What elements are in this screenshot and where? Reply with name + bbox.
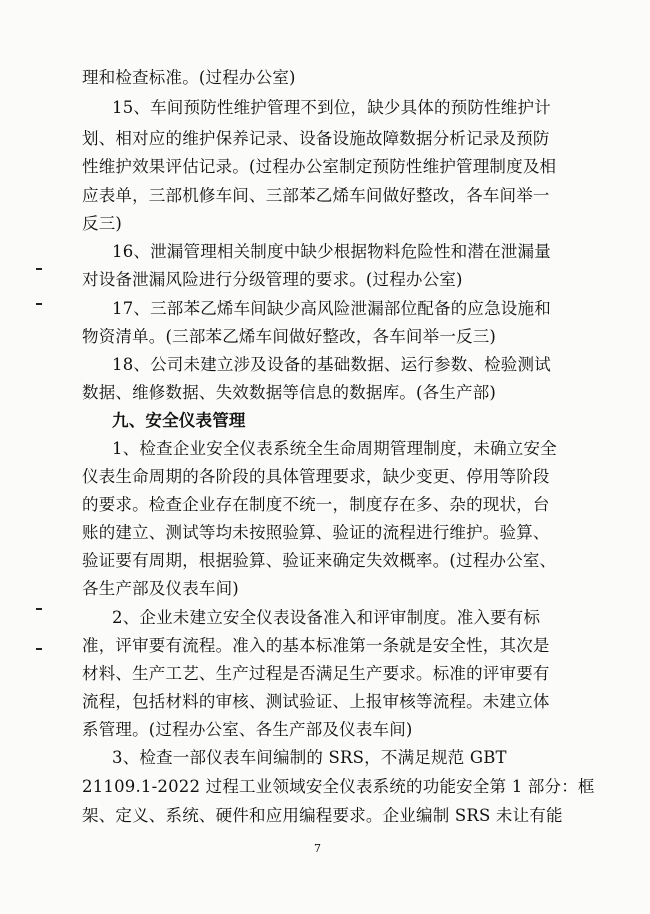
text-line: 数据、维修数据、失效数据等信息的数据库。(各生产部): [82, 383, 497, 402]
scan-mark: [36, 608, 42, 610]
paragraph-3-start: 3、检查一部仪表车间编制的 SRS，不满足规范 GBT: [112, 748, 507, 767]
text-line: 架、定义、系统、硬件和应用编程要求。企业编制 SRS 未让有能: [82, 806, 563, 825]
paragraph-18-start: 18、公司未建立涉及设备的基础数据、运行参数、检验测试: [112, 355, 551, 374]
text-line: 反三): [82, 214, 123, 233]
paragraph-15-start: 15、车间预防性维护管理不到位，缺少具体的预防性维护计: [112, 98, 551, 117]
text-line: 账的建立、测试等均未按照验算、验证的流程进行维护。验算、: [82, 523, 550, 542]
page-number: 7: [314, 842, 321, 855]
text-line: 对设备泄漏风险进行分级管理的要求。(过程办公室): [82, 270, 463, 289]
paragraph-17-start: 17、三部苯乙烯车间缺少高风险泄漏部位配备的应急设施和: [112, 299, 551, 318]
text-line: 各生产部及仪表车间): [82, 579, 239, 598]
text-line: 的要求。检查企业存在制度不统一，制度存在多、杂的现状，台: [82, 495, 550, 514]
paragraph-2-start: 2、企业未建立安全仪表设备准入和评审制度。准入要有标: [112, 608, 541, 627]
text-line: 材料、生产工艺、生产过程是否满足生产要求。标准的评审要有: [82, 664, 550, 683]
text-line: 流程，包括材料的审核、测试验证、上报审核等流程。未建立体: [82, 692, 550, 711]
text-line: 划、相对应的维护保养记录、设备设施故障数据分析记录及预防: [82, 129, 550, 148]
text-line: 物资清单。(三部苯乙烯车间做好整改，各车间举一反三): [82, 327, 497, 346]
text-line: 应表单，三部机修车间、三部苯乙烯车间做好整改，各车间举一: [82, 186, 550, 205]
text-line: 性维护效果评估记录。(过程办公室制定预防性维护管理制度及相: [82, 157, 557, 176]
paragraph-16-start: 16、泄漏管理相关制度中缺少根据物料危险性和潜在泄漏量: [112, 242, 551, 261]
text-line: 21109.1-2022 过程工业领域安全仪表系统的功能安全第 1 部分：框: [82, 777, 595, 796]
text-line: 仪表生命周期的各阶段的具体管理要求，缺少变更、停用等阶段: [82, 467, 550, 486]
section-heading: 九、安全仪表管理: [112, 411, 246, 430]
text-line: 准，评审要有流程。准入的基本标准第一条就是安全性，其次是: [82, 636, 550, 655]
paragraph-1-start: 1、检查企业安全仪表系统全生命周期管理制度，未确立安全: [112, 439, 557, 458]
text-line: 验证要有周期，根据验算、验证来确定失效概率。(过程办公室、: [82, 551, 557, 570]
text-line: 理和检查标准。(过程办公室): [82, 68, 296, 87]
scan-mark: [36, 303, 42, 305]
text-line: 系管理。(过程办公室、各生产部及仪表车间): [82, 720, 413, 739]
scan-mark: [36, 648, 42, 650]
scan-mark: [36, 268, 42, 270]
